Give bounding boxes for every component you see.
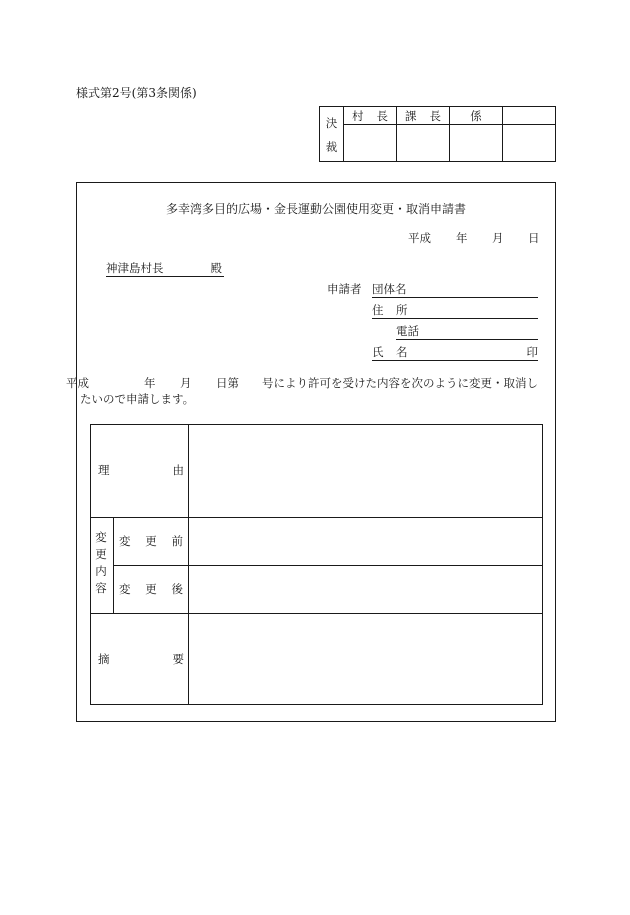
applicant-name-char-2: 名 (396, 345, 408, 359)
approval-header-section-chief: 課 長 (405, 109, 441, 123)
applicant-address-char-1: 住 (372, 303, 384, 317)
applicant-org-line (372, 284, 538, 298)
applicant-address-line (372, 305, 538, 319)
addressee-line (106, 263, 224, 277)
applicant-name-char-1: 氏 (372, 345, 384, 359)
body-text-line2: たいので申請します。 (80, 392, 195, 406)
applicant-org-label: 団体名 (372, 282, 407, 296)
approval-header-blank (503, 108, 556, 124)
after-change-label: 変 更 後 (119, 582, 183, 596)
reason-label: 理 由 (98, 463, 184, 477)
form-title: 多幸湾多目的広場・金長運動公園使用変更・取消申請書 (165, 202, 466, 216)
approval-kessai-1: 決 (325, 116, 338, 130)
approval-header-village-head: 村 長 (352, 109, 388, 123)
date-month: 月 (492, 231, 504, 245)
approval-header-staff: 係 (470, 109, 482, 123)
seal-mark: 印 (526, 345, 538, 359)
applicant-phone-line (396, 326, 538, 340)
body-month: 月 (180, 376, 192, 390)
date-day: 日 (528, 231, 540, 245)
applicant-address-char-2: 所 (396, 303, 408, 317)
body-text-rest: 号により許可を受けた内容を次のように変更・取消し (262, 376, 538, 390)
addressee-honorific: 殿 (210, 261, 222, 275)
date-year: 年 (456, 231, 468, 245)
before-change-label: 変 更 前 (119, 534, 183, 548)
body-year: 年 (144, 376, 156, 390)
date-era: 平成 (408, 231, 431, 245)
change-content-label: 変 更 内 容 (95, 530, 107, 595)
body-era: 平成 (66, 376, 89, 390)
addressee-name: 神津島村長 (106, 261, 164, 275)
form-number: 様式第2号(第3条関係) (76, 86, 197, 100)
applicant-name-line (372, 347, 538, 361)
body-day-number: 日第 (216, 376, 239, 390)
applicant-label: 申請者 (327, 282, 362, 296)
summary-label: 摘 要 (98, 652, 184, 666)
approval-table (319, 106, 556, 162)
applicant-phone-label: 電話 (396, 324, 419, 338)
approval-kessai-2: 裁 (325, 140, 338, 154)
